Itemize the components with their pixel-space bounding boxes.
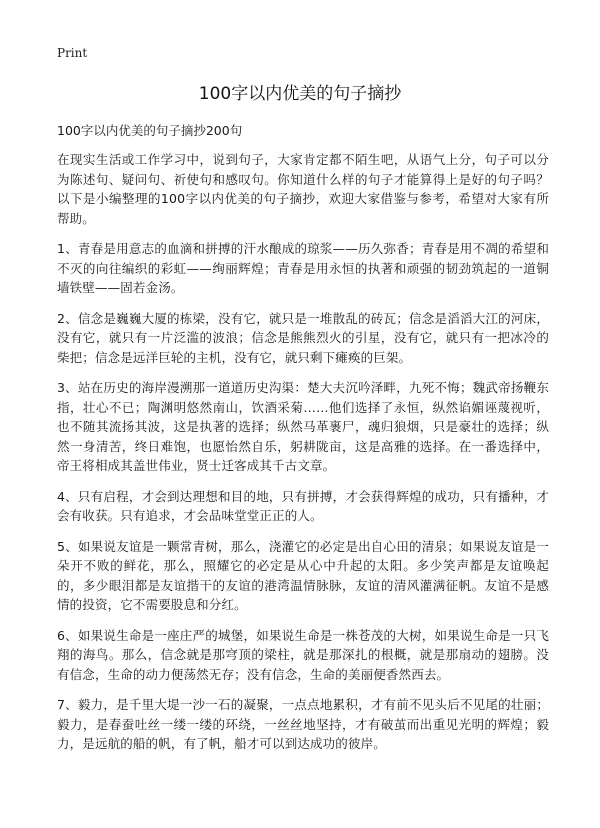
article-body [57, 150, 549, 765]
print-link[interactable]: Print [57, 46, 88, 60]
quote-paragraph-6: 6、如果说生命是一座庄严的城堡，如果说生命是一株苍茂的大树，如果说生命是一只飞翔的海鸟。那么，信念就是那穹顶的梁柱，就是那深扎的根概，就是那扇动的翅膀。没有信念，生命的动力便荡然无存；没有信念，生命的美丽便香然西去。 [57, 627, 549, 682]
quote-paragraph-7: 7、毅力，是千里大堤一沙一石的凝聚，一点点地累积，才有前不见头后不见尾的壮丽；毅力，是春蚕吐丝一缕一缕的环绕，一丝丝地坚持，才有破茧而出重见光明的辉煌；毅力，是远航的船的帆，有了帆，船才可以到达成功的彼岸。 [57, 697, 549, 751]
quote-paragraph-3: 3、站在历史的海岸漫溯那一道道历史沟渠：楚大夫沉吟泽畔，九死不悔；魏武帝扬鞭东指，壮心不已；陶渊明悠然南山，饮酒采菊……他们选择了永恒，纵然谄媚诬蔑视听，也不随其流扬其波，这是执著的选择；纵然马革裹尸，魂归狼烟，只是豪壮的选择；纵然一身清苦，终日难饱，也愿怡然自乐，躬耕陇亩，这是高雅的选择。在一番选择中，帝王将相成其盖世伟业，贤士迁客成其千古文章。 [57, 380, 549, 473]
quote-paragraph-5: 5、如果说友谊是一颗常青树，那么，浇灌它的必定是出自心田的清泉；如果说友谊是一朵开不败的鲜花，那么，照耀它的必定是从心中升起的太阳。多少笑声都是友谊唤起的，多少眼泪都是友谊揩干的友谊的港湾温情脉脉，友谊的清风灌满征帆。友谊不是感情的投资，它不需要股息和分红。 [57, 538, 549, 612]
intro-paragraph: 在现实生活或工作学习中，说到句子，大家肯定都不陌生吧，从语气上分，句子可以分为陈述句、疑问句、祈使句和感叹句。你知道什么样的句子才能算得上是好的句子吗？以下是小编整理的100字以内优美的句子摘抄，欢迎大家借鉴与参考，希望对大家有所帮助。 [57, 152, 549, 226]
quote-paragraph-1: 1、青春是用意志的血滴和拼搏的汗水酿成的琼浆——历久弥香；青春是用不凋的希望和不灭的向往编织的彩虹——绚丽辉煌；青春是用永恒的执著和顽强的韧劲筑起的一道铜墙铁壁——固若金汤。 [57, 241, 549, 295]
quote-paragraph-4: 4、只有启程，才会到达理想和目的地，只有拼搏，才会获得辉煌的成功，只有播种，才会有收获。只有追求，才会品味堂堂正正的人。 [57, 488, 549, 523]
quote-paragraph-2: 2、信念是巍巍大厦的栋梁，没有它，就只是一堆散乱的砖瓦；信念是滔滔大江的河床，没有它，就只有一片泛滥的波浪；信念是熊熊烈火的引星，没有它，就只有一把冰冷的柴把；信念是远洋巨轮的主机，没有它，就只剩下瘫痪的巨架。 [57, 310, 549, 365]
page-title: 100字以内优美的句子摘抄 [198, 84, 402, 104]
page-subtitle: 100字以内优美的句子摘抄200句 [57, 123, 243, 138]
